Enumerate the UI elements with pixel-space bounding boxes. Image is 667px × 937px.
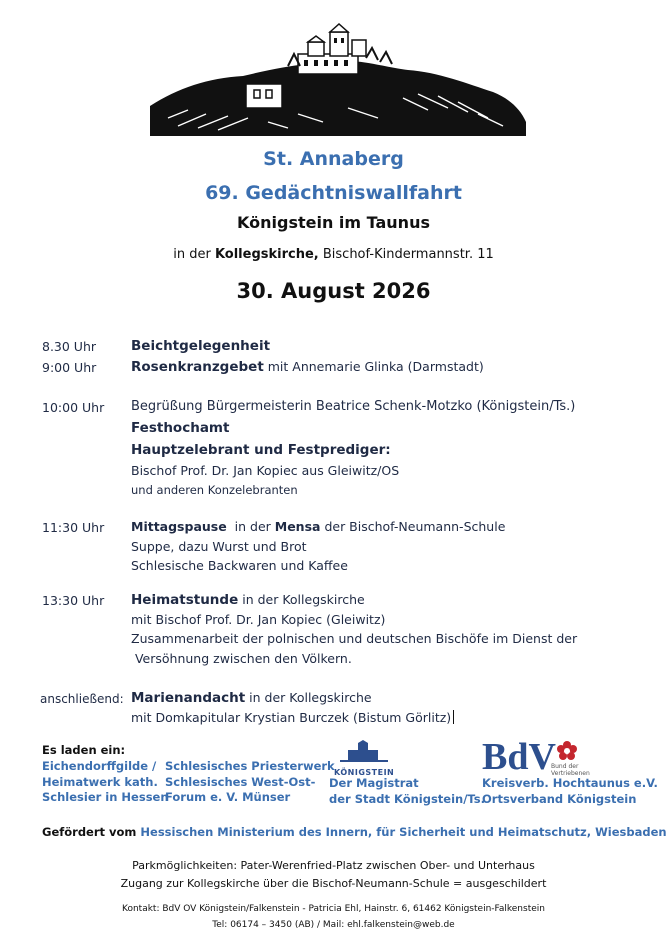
- organizer-line: Der Magistrat: [329, 776, 419, 790]
- koenigstein-logo: [334, 740, 394, 776]
- organizer-line: der Stadt Königstein/Ts.: [329, 791, 485, 806]
- location-prefix: in der: [173, 247, 215, 262]
- contact-phone-mail: Tel: 06174 – 3450 (AB) / Mail: ehl.falkenstein@web.de: [212, 920, 455, 930]
- location-line: [0, 247, 667, 262]
- program-line: [131, 690, 372, 706]
- program-line: [131, 519, 505, 534]
- program-text: mit Annemarie Glinka (Darmstadt): [263, 359, 484, 374]
- funding-ministry: Hessischen Ministerium des Innern, für Sicherheit und Heimatschutz, Wiesbaden: [140, 825, 667, 839]
- program-line: [131, 359, 484, 375]
- program-time: 9:00 Uhr: [42, 360, 97, 375]
- funding-line: [42, 825, 667, 839]
- program-text: Bischof Prof. Dr. Jan Kopiec aus Gleiwitz/OS: [131, 463, 400, 478]
- bdv-logo-text: BdV: [482, 736, 556, 778]
- program-title: Marienandacht: [131, 690, 246, 706]
- invite-heading: Es laden ein:: [42, 743, 126, 757]
- title-place: St. Annaberg: [263, 148, 404, 170]
- program-text: Schlesische Backwaren und Kaffee: [131, 558, 348, 573]
- program-time: 10:00 Uhr: [42, 400, 105, 415]
- program-text: Suppe, dazu Wurst und Brot: [131, 539, 307, 554]
- program-text: mit Domkapitular Krystian Burczek (Bistum Görlitz): [131, 710, 452, 725]
- program-title: Mensa: [274, 519, 321, 534]
- location-address: Bischof-Kindermannstr. 11: [318, 247, 494, 262]
- program-title: Mittagspause: [131, 519, 227, 534]
- organizer-line: Forum e. V. Münser: [165, 790, 291, 804]
- organizer-line: Heimatwerk kath.: [42, 774, 158, 789]
- organizer-line: Schlesisches West-Ost-: [165, 774, 316, 789]
- bdv-logo: [482, 737, 556, 777]
- bdv-subtitle: [551, 763, 590, 777]
- program-time: 13:30 Uhr: [42, 593, 105, 608]
- program-text: in der: [226, 519, 275, 534]
- program-text: Zusammenarbeit der polnischen und deutschen Bischöfe im Dienst der: [131, 631, 578, 646]
- program-text: Versöhnung zwischen den Völkern.: [131, 651, 352, 666]
- program-text: in der Kollegskirche: [238, 592, 365, 607]
- bdv-subtitle-line: Vertriebenen: [551, 770, 590, 777]
- program-text: mit Bischof Prof. Dr. Jan Kopiec (Gleiwitz): [131, 612, 386, 627]
- text-cursor: [453, 710, 454, 724]
- program-title: Rosenkranzgebet: [131, 359, 264, 375]
- program-text: und anderen Konzelebranten: [131, 483, 298, 497]
- contact-address: Kontakt: BdV OV Königstein/Falkenstein - Patricia Ehl, Hainstr. 6, 61462 Königstein-Falkenstein: [122, 904, 545, 914]
- parking-info: Parkmöglichkeiten: Pater-Werenfried-Platz zwischen Ober- und Unterhaus: [132, 859, 535, 872]
- koenigstein-logo-text: KÖNIGSTEIN: [334, 768, 395, 777]
- organizer-line: Ortsverband Königstein: [482, 791, 637, 806]
- organizer-line: Schlesisches Priesterwerk: [165, 759, 335, 773]
- title-event: 69. Gedächtniswallfahrt: [205, 182, 462, 204]
- event-date: 30. August 2026: [236, 279, 431, 303]
- parking-access: Zugang zur Kollegskirche über die Bischof-Neumann-Schule = ausgeschildert: [120, 877, 547, 890]
- program-line: [131, 710, 454, 725]
- organizer-priesterwerk: [165, 759, 335, 806]
- program-title: Festhochamt: [131, 420, 230, 436]
- organizer-line: Schlesier in Hessen: [42, 790, 169, 804]
- funding-prefix: Gefördert vom: [42, 825, 141, 839]
- organizer-magistrat: [329, 776, 485, 807]
- program-text: Begrüßung Bürgermeisterin Beatrice Schenk-Motzko (Königstein/Ts.): [131, 399, 576, 414]
- bdv-rose-icon: [556, 740, 578, 762]
- program-text: in der Kollegskirche: [245, 690, 372, 705]
- program-title: Beichtgelegenheit: [131, 338, 271, 354]
- organizer-line: Eichendorffgilde /: [42, 759, 157, 773]
- castle-icon: [334, 740, 394, 764]
- program-title: Heimatstunde: [131, 592, 239, 608]
- bdv-subtitle-line: Bund der: [551, 763, 579, 770]
- castle-hill-illustration: [148, 18, 528, 140]
- organizer-eichendorffgilde: [42, 759, 169, 806]
- program-time: 11:30 Uhr: [42, 520, 105, 535]
- program-line: [131, 592, 365, 608]
- program-time: anschließend:: [40, 692, 124, 706]
- location-church: Kollegskirche,: [214, 247, 319, 262]
- organizer-line: Kreisverb. Hochtaunus e.V.: [482, 776, 658, 790]
- program-title: Hauptzelebrant und Festprediger:: [131, 442, 391, 458]
- title-town: Königstein im Taunus: [237, 213, 430, 232]
- organizer-bdv: [482, 776, 658, 807]
- program-time: 8.30 Uhr: [42, 339, 97, 354]
- program-text: der Bischof-Neumann-Schule: [320, 519, 506, 534]
